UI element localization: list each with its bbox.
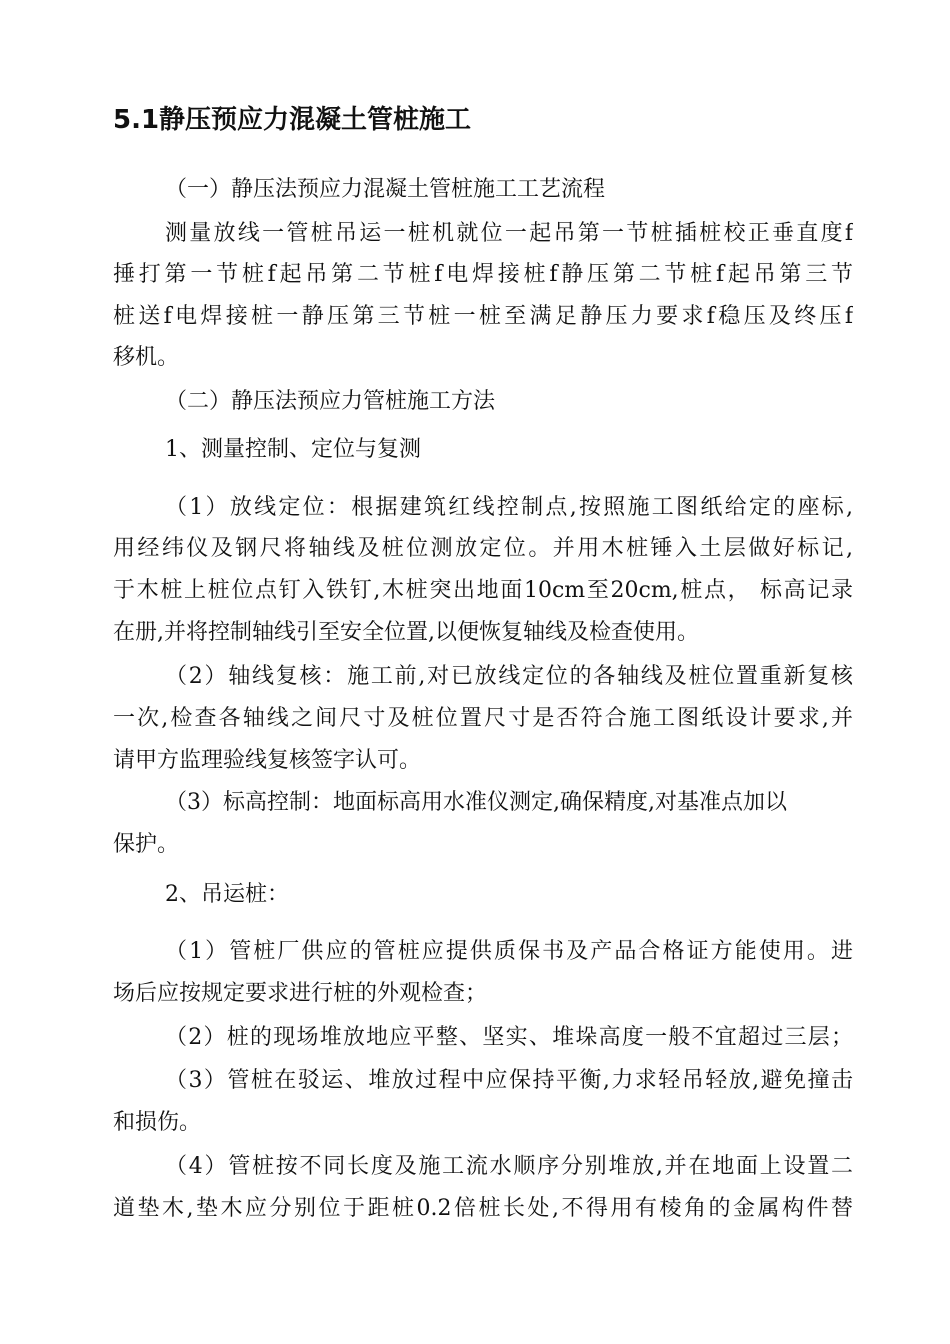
text-line: （3）管桩在驳运、堆放过程中应保持平衡,力求轻吊轻放,避免撞击 (165, 1068, 853, 1093)
text-line: 场后应按规定要求进行桩的外观检查； (113, 981, 488, 1006)
text-line: 和损伤。 (113, 1110, 202, 1135)
text-line: 道垫木,垫木应分别位于距桩0.2倍桩长处,不得用有棱角的金属构件替 (113, 1196, 853, 1221)
section-title: 5.1静压预应力混凝土管桩施工 (113, 105, 472, 135)
text-line: （1）管桩厂供应的管桩应提供质保书及产品合格证方能使用。进 (165, 939, 853, 964)
text-line: 2、吊运桩： (165, 882, 289, 907)
text-line: （二）静压法预应力管桩施工方法 (165, 389, 496, 414)
text-line: 一次,检查各轴线之间尺寸及桩位置尺寸是否符合施工图纸设计要求,并 (113, 706, 853, 731)
text-line: （1）放线定位：根据建筑红线控制点,按照施工图纸给定的座标, (165, 495, 853, 520)
text-line: 移机。 (113, 345, 180, 370)
text-line: 请甲方监理验线复核签字认可。 (113, 748, 422, 773)
text-line: 1、测量控制、定位与复测 (165, 437, 421, 462)
text-line: 捶打第一节桩f起吊第二节桩f电焊接桩f静压第二节桩f起吊第三节 (113, 262, 853, 287)
text-line: （3）标高控制：地面标高用水准仪测定,确保精度,对基准点加以 (165, 790, 787, 815)
text-line: 用经纬仪及钢尺将轴线及桩位测放定位。并用木桩锤入土层做好标记, (113, 536, 853, 561)
text-line: （一）静压法预应力混凝土管桩施工工艺流程 (165, 177, 606, 202)
text-line: 保护。 (113, 832, 180, 857)
text-line: 在册,并将控制轴线引至安全位置,以便恢复轴线及检查使用。 (113, 620, 699, 645)
text-line: （2）轴线复核：施工前,对已放线定位的各轴线及桩位置重新复核 (165, 664, 853, 689)
text-line: （2）桩的现场堆放地应平整、坚实、堆垛高度一般不宜超过三层； (165, 1025, 853, 1050)
text-line: 桩送f电焊接桩一静压第三节桩一桩至满足静压力要求f稳压及终压f (113, 304, 853, 329)
text-line: 测量放线一管桩吊运一桩机就位一起吊第一节桩插桩校正垂直度f (165, 221, 853, 246)
text-line: （4）管桩按不同长度及施工流水顺序分别堆放,并在地面上设置二 (165, 1154, 853, 1179)
text-line: 于木桩上桩位点钉入铁钉,木桩突出地面10cm至20cm,桩点， 标高记录 (113, 578, 853, 603)
